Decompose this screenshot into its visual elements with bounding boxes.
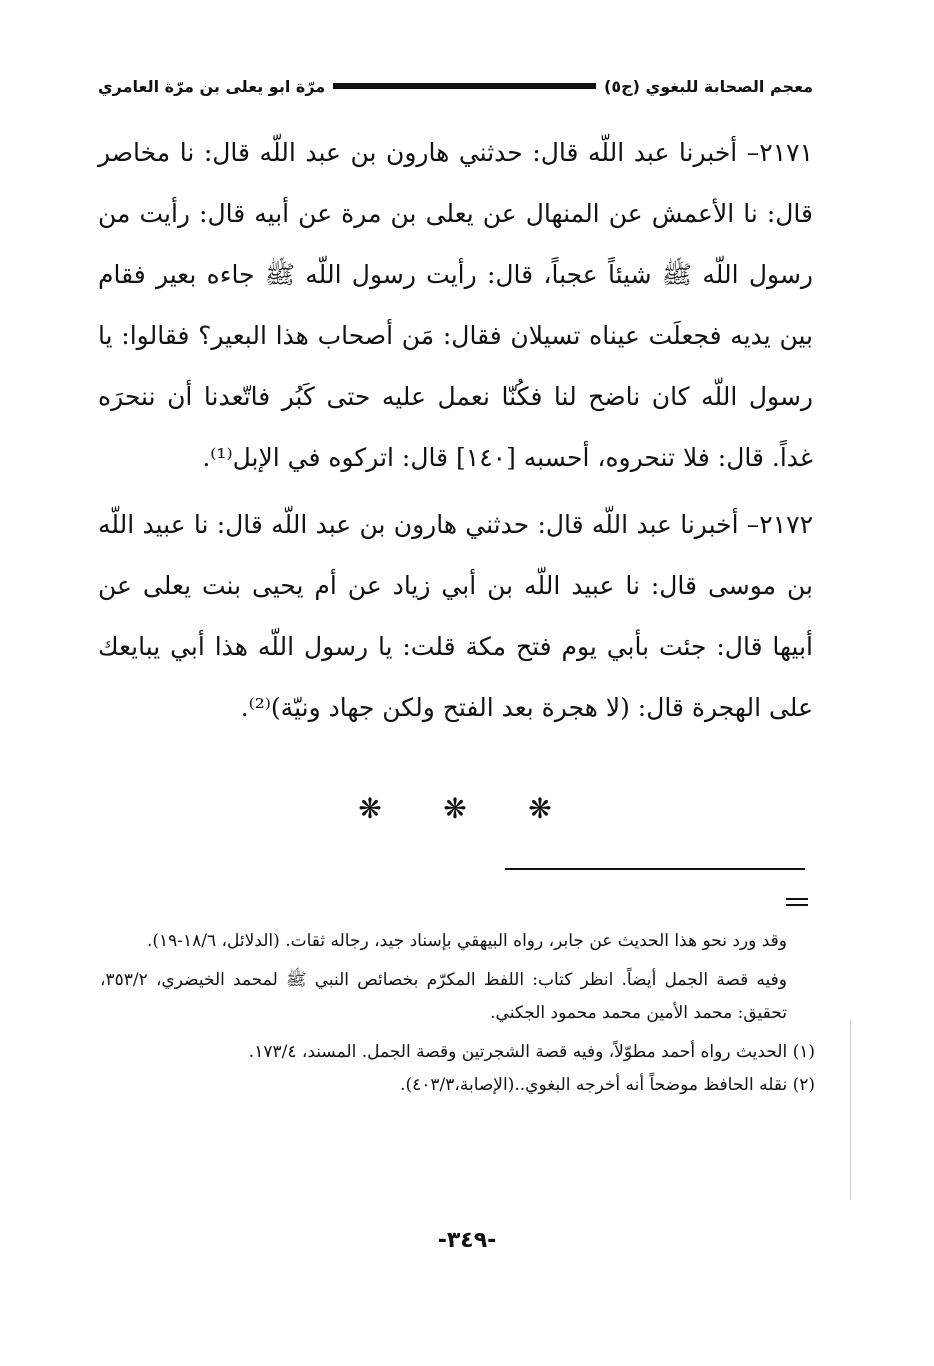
- footnotes: [100, 925, 815, 1102]
- footnote-continuation: وقد ورد نحو هذا الحديث عن جابر، رواه البيهقي بإسناد جيد، رجاله ثقات. (الدلائل، ١٨/٦-١٩).: [146, 931, 787, 951]
- hadith-2172: [98, 494, 813, 738]
- header-rule: [333, 83, 596, 89]
- footnote-2: (٢) نقله الحافظ موضحاً أنه أخرجه البغوي..(الإصابة،٤٠٣/٣).: [400, 1075, 815, 1095]
- main-text: [98, 122, 813, 744]
- footnote-1: (١) الحديث رواه أحمد مطوّلاً، وفيه قصة الشجرتين وقصة الجمل. المسند، ١٧٣/٤.: [248, 1042, 815, 1062]
- continuation-mark-icon: [786, 898, 808, 906]
- page-number: -٣٤٩-: [437, 1228, 497, 1253]
- running-header: [98, 70, 813, 102]
- star-ornament-icon: ❋: [443, 792, 467, 825]
- hadith-2171: [98, 122, 813, 488]
- section-title: مرّة ابو يعلى بن مرّة العامري: [98, 76, 326, 96]
- star-ornament-icon: ❋: [528, 792, 552, 825]
- hadith-text: – أخبرنا عبد اللّه قال: حدثني هارون بن عبد اللّه قال: نا عبيد اللّه بن موسى قال: نا عبيد اللّه بن أبي زياد عن أم يحيى بنت يعلى عن أبيها قال: جئت بأبي يوم فتح مكة قلت: يا رسول اللّه هذا أبي يبايعك على الهجرة قال: (لا هجرة بعد الفتح ولكن جهاد ونيّة)⁽²⁾.: [98, 510, 813, 722]
- section-ornament: [355, 792, 555, 825]
- star-ornament-icon: ❋: [358, 792, 382, 825]
- footnote-continuation: وفيه قصة الجمل أيضاً. انظر كتاب: اللفظ المكرّم بخصائص النبي ﷺ لمحمد الخيضري، ٣٥٣/٢، تحقيق: محمد الأمين محمد محمود الجكني.: [100, 970, 787, 1023]
- page-edge-line: [850, 1020, 851, 1200]
- footnote-separator: [505, 868, 805, 870]
- book-title: معجم الصحابة للبغوي (ج٥): [604, 76, 813, 96]
- hadith-text: – أخبرنا عبد اللّه قال: حدثني هارون بن عبد اللّه قال: نا مخاصر قال: نا الأعمش عن المنهال عن يعلى بن مرة عن أبيه قال: رأيت من رسول اللّه ﷺ شيئاً عجباً، قال: رأيت رسول اللّه ﷺ جاءه بعير فقام بين يديه فجعلَت عيناه تسيلان فقال: مَن أصحاب هذا البعير؟ فقالوا: يا رسول اللّه كان ناضح لنا فكُنّا نعمل عليه حتى كَبُر فاتّعدنا أن ننحرَه غداً. قال: فلا تنحروه، أحسبه [١٤٠] قال: اتركوه في الإبل⁽¹⁾.: [98, 138, 813, 472]
- hadith-number: ٢١٧١: [759, 138, 813, 167]
- hadith-number: ٢١٧٢: [759, 510, 813, 539]
